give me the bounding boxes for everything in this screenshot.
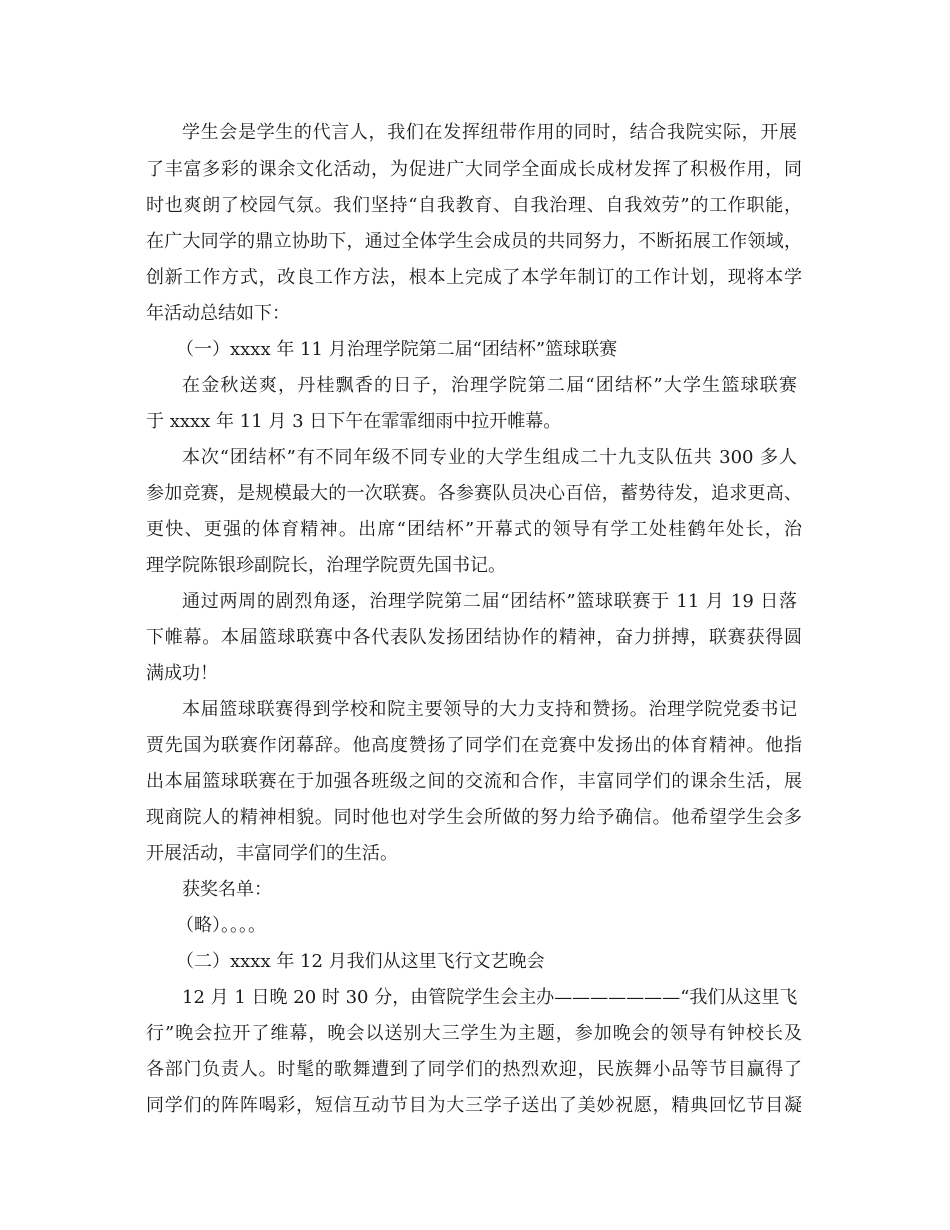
intro-line-3: 时也爽朗了校园气氛。我们坚持“自我教育、自我治理、自我效劳”的工作职能，: [146, 195, 802, 216]
paragraph-1-line-2: 于 xxxx 年 11 月 3 日下午在霏霏细雨中拉开帷幕。: [146, 411, 562, 432]
awards-label: 获奖名单：: [182, 879, 272, 900]
intro-line-1: 学生会是学生的代言人，我们在发挥纽带作用的同时，结合我院实际，开展: [182, 122, 797, 143]
paragraph-4-line-1: 本届篮球联赛得到学校和院主要领导的大力支持和赞扬。治理学院党委书记: [182, 699, 797, 720]
paragraph-2-line-1: 本次“团结杯”有不同年级不同专业的大学生组成二十九支队伍共 300 多人: [182, 447, 797, 468]
section-heading-1: （一）xxxx 年 11 月治理学院第二届“团结杯”篮球联赛: [176, 339, 618, 360]
awards-omitted: （略）。。。。: [176, 915, 266, 936]
paragraph-4-line-4: 现商院人的精神相貌。同时他也对学生会所做的努力给予确信。他希望学生会多: [146, 807, 802, 828]
paragraph-3-line-2: 下帷幕。本届篮球联赛中各代表队发扬团结协作的精神，奋力拼搏，联赛获得圆: [146, 627, 802, 648]
paragraph-4-line-3: 出本届篮球联赛在于加强各班级之间的交流和合作，丰富同学们的课余生活，展: [146, 771, 802, 792]
intro-line-2: 了丰富多彩的课余文化活动，为促进广大同学全面成长成材发挥了积极作用，同: [146, 159, 802, 180]
paragraph-1-line-1: 在金秋送爽，丹桂飘香的日子，治理学院第二届“团结杯”大学生篮球联赛: [182, 375, 797, 396]
paragraph-2-line-2: 参加竞赛，是规模最大的一次联赛。各参赛队员决心百倍，蓄势待发，追求更高、: [146, 483, 802, 504]
paragraph-2-line-3: 更快、更强的体育精神。出席“团结杯”开幕式的领导有学工处桂鹤年处长，治: [146, 519, 802, 540]
paragraph-3-line-3: 满成功！: [146, 663, 218, 684]
paragraph-5-line-1: 12 月 1 日晚 20 时 30 分，由管院学生会主办———————“我们从这里飞: [182, 987, 798, 1008]
paragraph-4-line-2: 贾先国为联赛作闭幕辞。他高度赞扬了同学们在竞赛中发扬出的体育精神。他指: [146, 735, 802, 756]
intro-line-6: 年活动总结如下：: [146, 303, 290, 324]
intro-line-4: 在广大同学的鼎立协助下，通过全体学生会成员的共同努力，不断拓展工作领域，: [146, 231, 802, 252]
paragraph-5-line-2: 行”晚会拉开了维幕，晚会以送别大三学生为主题，参加晚会的领导有钟校长及: [146, 1023, 802, 1044]
paragraph-2-line-4: 理学院陈银珍副院长，治理学院贾先国书记。: [146, 555, 506, 576]
paragraph-5-line-4: 同学们的阵阵喝彩，短信互动节目为大三学子送出了美妙祝愿，精典回忆节目凝: [146, 1095, 802, 1116]
paragraph-3-line-1: 通过两周的剧烈角逐，治理学院第二届“团结杯”篮球联赛于 11 月 19 日落: [182, 591, 797, 612]
intro-line-5: 创新工作方式，改良工作方法，根本上完成了本学年制订的工作计划，现将本学: [146, 267, 802, 288]
paragraph-4-line-5: 开展活动，丰富同学们的生活。: [146, 843, 398, 864]
section-heading-2: （二）xxxx 年 12 月我们从这里飞行文艺晚会: [176, 951, 545, 972]
paragraph-5-line-3: 各部门负责人。时髦的歌舞遭到了同学们的热烈欢迎，民族舞小品等节目赢得了: [146, 1059, 802, 1080]
